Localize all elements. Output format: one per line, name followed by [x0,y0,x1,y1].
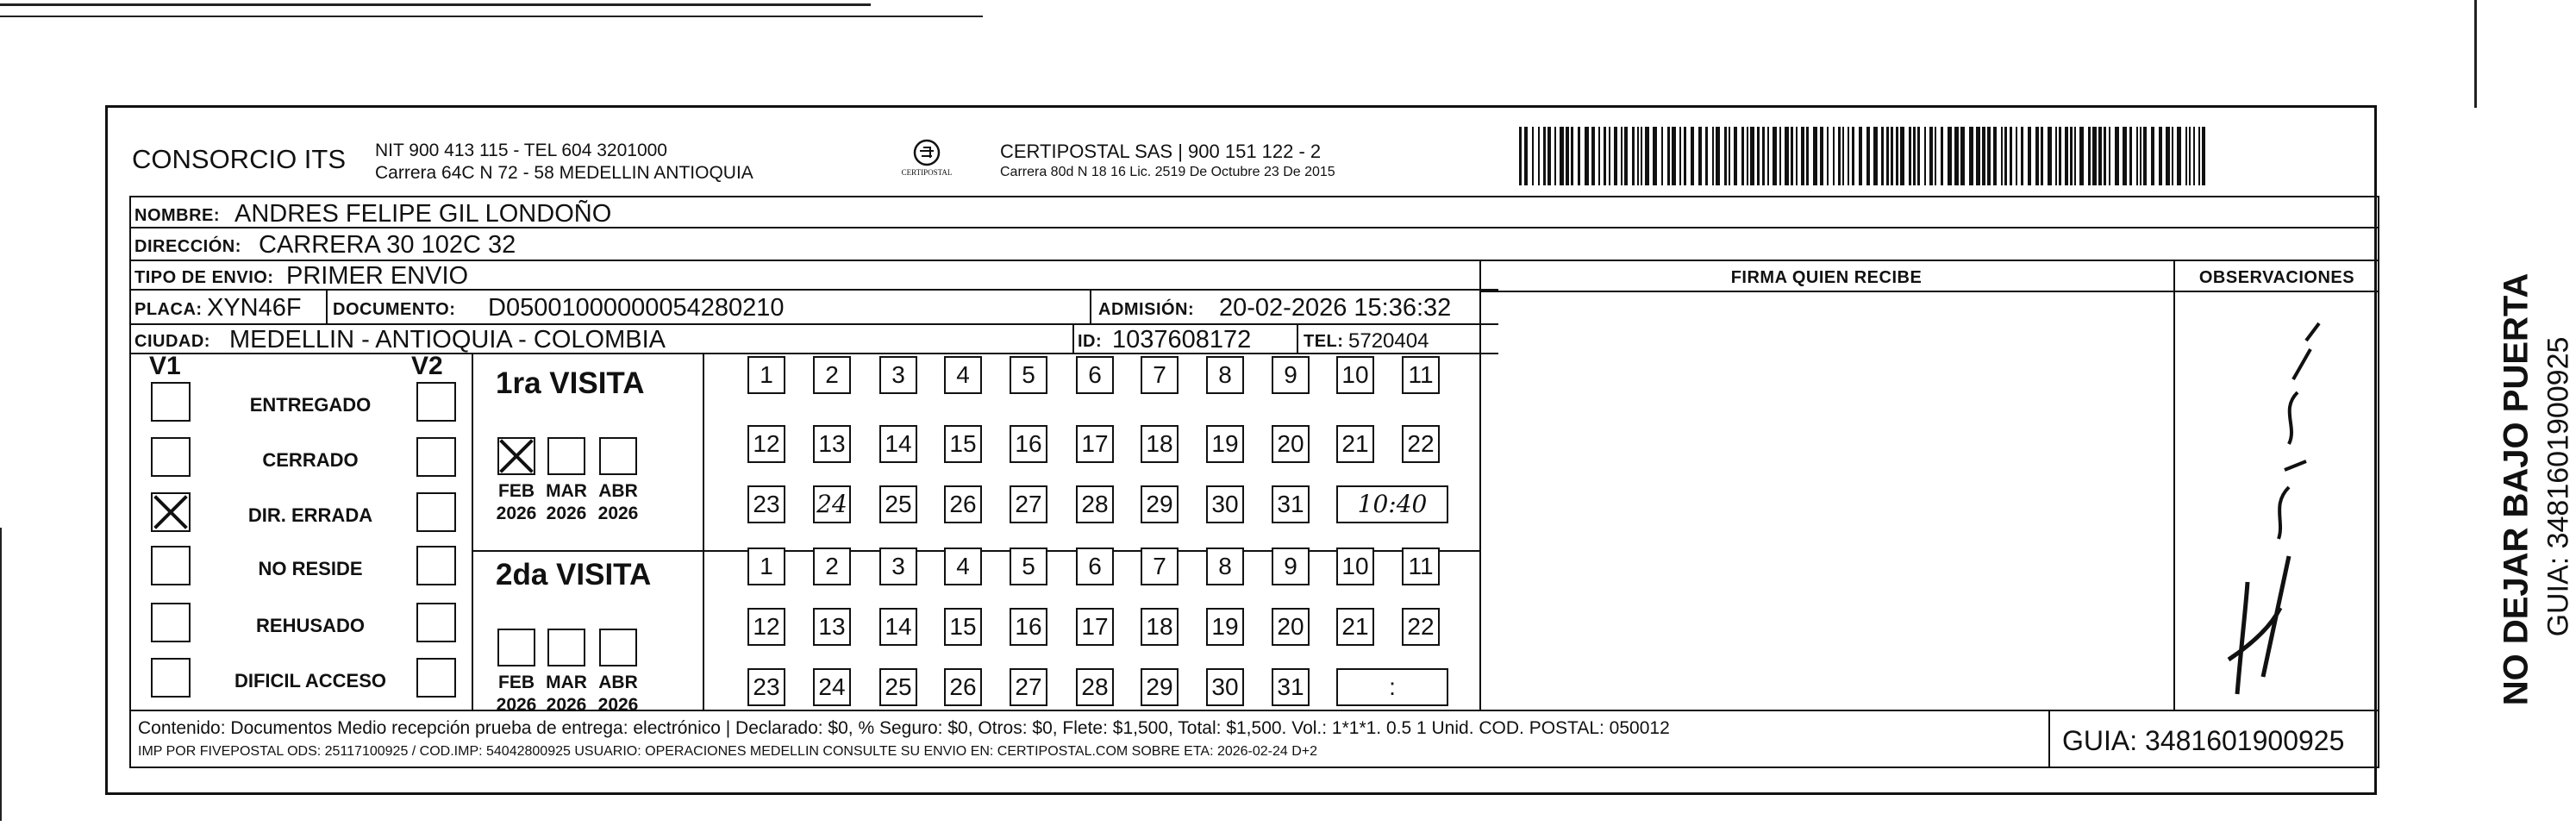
barcode-bar [1900,127,1904,185]
barcode-bar [2021,127,2023,185]
nombre-label: NOMBRE: [134,206,221,225]
barcode-bar [1632,127,1635,185]
direccion-label: DIRECCIÓN: [134,237,241,256]
first-visit-day-26[interactable]: 26 [944,485,982,523]
v1-checkbox-2[interactable] [151,492,191,532]
barcode-bar [1886,127,1889,185]
second-visit-day-19[interactable]: 19 [1206,608,1244,646]
barcode-bar [1960,127,1965,185]
barcode-bar [2129,127,2132,185]
barcode-bar [1767,127,1769,185]
v2-checkbox-2[interactable] [416,492,456,532]
direccion-value: CARRERA 30 102C 32 [259,231,516,259]
first-visit-day-6[interactable]: 6 [1076,356,1114,394]
v2-label: V2 [411,352,443,380]
barcode-bar [2159,127,2162,185]
first-visit-month-label-0 [491,480,542,525]
barcode-bar [1653,127,1657,185]
status-label-0: ENTREGADO [249,394,372,416]
v2-checkbox-4[interactable] [416,603,456,642]
v1-checkbox-1[interactable] [151,437,191,477]
footer [129,710,2379,768]
first-visit-day-1[interactable]: 1 [747,356,785,394]
v1-checkbox-4[interactable] [151,603,191,642]
row-tipo [129,261,1498,291]
barcode-bar [2189,127,2191,185]
tipo-value: PRIMER ENVIO [286,262,469,290]
month-name: MAR [546,481,587,501]
barcode-bar [2140,127,2141,185]
id-label: ID: [1078,332,1103,351]
second-visit-day-2[interactable]: 2 [813,548,851,585]
barcode-bar [1641,127,1642,185]
form-header [108,108,2374,194]
barcode-bar [1747,127,1748,185]
second-visit-day-16[interactable]: 16 [1010,608,1047,646]
second-visit-day-10[interactable]: 10 [1336,548,1374,585]
company-name: CONSORCIO ITS [132,144,347,174]
month-year: 2026 [496,695,537,715]
first-visit-day-30[interactable]: 30 [1206,485,1244,523]
v2-checkbox-1[interactable] [416,437,456,477]
barcode-bar [1779,127,1781,185]
barcode-bar [1982,127,1985,185]
first-visit-day-17[interactable]: 17 [1076,425,1114,463]
barcode-bar [1848,127,1849,185]
scan-line [0,16,983,17]
barcode-bar [1976,127,1980,185]
placa-value: XYN46F [207,294,302,322]
first-visit-day-12[interactable]: 12 [747,425,785,463]
barcode-bar [1538,127,1540,185]
firma-label: FIRMA QUIEN RECIBE [1730,268,1923,287]
second-visit-day-13[interactable]: 13 [813,608,851,646]
ciudad-value: MEDELLIN - ANTIOQUIA - COLOMBIA [229,326,666,354]
admision-value: 20-02-2026 15:36:32 [1219,294,1452,322]
row-direccion [129,228,2379,261]
obs-label: OBSERVACIONES [2198,268,2355,287]
first-visit-day-19[interactable]: 19 [1206,425,1244,463]
month-name: FEB [498,673,535,692]
v2-checkbox-3[interactable] [416,546,456,585]
barcode-bar [1698,127,1702,185]
first-visit-day-14[interactable]: 14 [879,425,917,463]
barcode-bar [1924,127,1926,185]
barcode-bar [1624,127,1628,185]
footer-line1: Contenido: Documentos Medio recepción prueba de entrega: electrónico | Declarado: $0, % Seguro: $0, Otros: $0, Flete: $1,500, Total: $1,500. Vol.: 1*1*1. 0.5 1 Unid. COD. POSTAL: 050012 [138,718,1670,738]
barcode-bar [1560,127,1564,185]
second-visit-day-7[interactable]: 7 [1141,548,1179,585]
barcode-bar [1724,127,1727,185]
status-label-4: REHUSADO [256,615,365,636]
barcode-bar [1750,127,1754,185]
second-visit-day-26[interactable]: 26 [944,668,982,706]
first-visit-day-16[interactable]: 16 [1010,425,1047,463]
barcode-bar [2074,127,2076,185]
barcode-bar [1801,127,1804,185]
barcode-bar [2004,127,2007,185]
first-visit-day-2[interactable]: 2 [813,356,851,394]
side-guia: GUIA: 3481601900925 [2542,336,2575,637]
barcode-bar [1585,127,1589,185]
second-visit-month-checkbox-2[interactable] [599,629,637,666]
second-visit-day-17[interactable]: 17 [1076,608,1114,646]
barcode-bar [2079,127,2084,185]
status-left-border [129,354,131,710]
first-visit-day-3[interactable]: 3 [879,356,917,394]
barcode-bar [2092,127,2097,185]
barcode-bar [1873,127,1878,185]
first-visit-day-29[interactable]: 29 [1141,485,1179,523]
status-divider [472,354,473,710]
second-visit-day-23[interactable]: 23 [747,668,785,706]
barcode-bar [1987,127,1991,185]
barcode-bar [1547,127,1551,185]
first-visit-month-label-2 [592,480,644,525]
footer-guia: GUIA: 3481601900925 [2062,725,2345,756]
first-visit-day-25[interactable]: 25 [879,485,917,523]
month-year: 2026 [546,504,587,523]
status-label-2: DIR. ERRADA [247,504,373,526]
month-name: ABR [598,673,638,692]
divider [1090,291,1091,323]
first-visit-day-28[interactable]: 28 [1076,485,1114,523]
first-visit-day-5[interactable]: 5 [1010,356,1047,394]
barcode-bar [1866,127,1870,185]
barcode-bar [1621,127,1623,185]
barcode-bar [1524,127,1528,185]
second-visit-day-29[interactable]: 29 [1141,668,1179,706]
barcode-bar [1684,127,1686,185]
month-year: 2026 [597,695,639,715]
second-visit-month-checkbox-1[interactable] [547,629,585,666]
barcode-bar [1571,127,1573,185]
barcode-bar [2055,127,2057,185]
barcode-bar [1729,127,1730,185]
v1-label: V1 [149,352,181,380]
barcode-bar [1672,127,1676,185]
first-visit-day-9[interactable]: 9 [1272,356,1310,394]
second-visit-day-9[interactable]: 9 [1272,548,1310,585]
first-visit-month-label-1 [541,480,592,525]
first-visit-day-24[interactable]: 24 [813,485,851,523]
first-visit-month-checkbox-0[interactable] [497,437,535,475]
month-name: MAR [546,673,587,692]
barcode-bar [2010,127,2012,185]
company-address: Carrera 64C N 72 - 58 MEDELLIN ANTIOQUIA [375,163,753,183]
divider [2048,711,2050,768]
barcode-bar [1827,127,1829,185]
second-visit-time-box[interactable]: : [1336,668,1448,706]
barcode-bar [1667,127,1670,185]
v1-checkbox-0[interactable] [151,382,191,422]
barcode-bar [2059,127,2061,185]
first-visit-day-27[interactable]: 27 [1010,485,1047,523]
tipo-label: TIPO DE ENVIO: [134,268,274,287]
second-visit-day-30[interactable]: 30 [1206,668,1244,706]
barcode-bar [1716,127,1720,185]
barcode-bar [1554,127,1556,185]
barcode-bar [2028,127,2031,185]
second-visit-day-1[interactable]: 1 [747,548,785,585]
barcode-bar [1519,127,1522,185]
second-visit-day-27[interactable]: 27 [1010,668,1047,706]
barcode-bar [1842,127,1844,185]
barcode-bar [1917,127,1920,185]
barcode-bar [1712,127,1714,185]
first-visit-day-18[interactable]: 18 [1141,425,1179,463]
month-year: 2026 [597,504,639,523]
barcode-bar [2088,127,2091,185]
documento-value: D05001000000054280210 [488,294,785,322]
barcode-bar [1566,127,1569,185]
admision-label: ADMISIÓN: [1098,300,1195,319]
barcode-bar [1891,127,1893,185]
row-ciudad [129,325,1498,354]
second-visit-day-5[interactable]: 5 [1010,548,1047,585]
first-visit-month-checkbox-1[interactable] [547,437,585,475]
barcode-bar [1705,127,1708,185]
barcode-bar [1948,127,1952,185]
ciudad-label: CIUDAD: [134,332,210,351]
barcode-bar [1833,127,1835,185]
barcode-bar [1896,127,1898,185]
second-visit-day-28[interactable]: 28 [1076,668,1114,706]
barcode-bar [1909,127,1911,185]
barcode-bar [2001,127,2003,185]
barcode-bar [2202,127,2205,185]
v2-checkbox-5[interactable] [416,658,456,698]
barcode-bar [1637,127,1639,185]
first-visit-day-13[interactable]: 13 [813,425,851,463]
barcode-bar [1679,127,1681,185]
barcode-bar [2070,127,2073,185]
barcode-bar [1796,127,1798,185]
status-label-3: NO RESIDE [258,558,363,579]
barcode-bar [2177,127,2181,185]
barcode-bar [1773,127,1777,185]
tel-label: TEL: [1304,332,1344,351]
documento-label: DOCUMENTO: [333,300,456,319]
first-visit-time-box[interactable]: 10:40 [1336,485,1448,523]
first-visit-day-8[interactable]: 8 [1206,356,1244,394]
barcode-bar [2098,127,2102,185]
nombre-value: ANDRES FELIPE GIL LONDOÑO [234,200,612,228]
barcode-bar [2016,127,2017,185]
first-visit-title: 1ra VISITA [496,366,645,400]
barcode-bar [2166,127,2170,185]
barcode-bar [2109,127,2110,185]
first-visit-day-20[interactable]: 20 [1272,425,1310,463]
second-visit-day-4[interactable]: 4 [944,548,982,585]
first-visit-day-31[interactable]: 31 [1272,485,1310,523]
divider [326,291,328,323]
barcode-bar [1820,127,1823,185]
second-visit-day-15[interactable]: 15 [944,608,982,646]
barcode-bar [2193,127,2195,185]
barcode-bar [2115,127,2119,185]
partner-name: CERTIPOSTAL SAS | 900 151 122 - 2 [1000,141,1322,162]
barcode-bar [1614,127,1617,185]
barcode-bar [1935,127,1936,185]
barcode-bar [2104,127,2106,185]
barcode-bar [1598,127,1600,185]
second-visit-month-checkbox-0[interactable] [497,629,535,666]
v1-checkbox-5[interactable] [151,658,191,698]
second-visit-day-6[interactable]: 6 [1076,548,1114,585]
barcode-bar [1813,127,1817,185]
second-visit-day-14[interactable]: 14 [879,608,917,646]
barcode-bar [1591,127,1595,185]
barcode-bar [1661,127,1663,185]
barcode-bar [1806,127,1809,185]
month-year: 2026 [496,504,537,523]
second-visit-day-21[interactable]: 21 [1336,608,1374,646]
scan-line [0,3,871,6]
scan-line [2474,0,2477,108]
company-nit: NIT 900 413 115 - TEL 604 3201000 [375,141,667,160]
v1-checkbox-3[interactable] [151,546,191,585]
first-visit-day-15[interactable]: 15 [944,425,982,463]
barcode-bar [1838,127,1841,185]
second-visit-day-18[interactable]: 18 [1141,608,1179,646]
barcode-bar [1881,127,1884,185]
first-visit-day-4[interactable]: 4 [944,356,982,394]
second-visit-day-20[interactable]: 20 [1272,608,1310,646]
barcode-bar [1929,127,1933,185]
partner-address: Carrera 80d N 18 16 Lic. 2519 De Octubre 23 De 2015 [1000,165,1335,179]
barcode-bar [2035,127,2039,185]
second-visit-day-3[interactable]: 3 [879,548,917,585]
status-label-5: DIFICIL ACCESO [234,670,386,691]
logo-text: CERTIPOSTAL [901,168,953,177]
first-visit-day-23[interactable]: 23 [747,485,785,523]
second-visit-day-8[interactable]: 8 [1206,548,1244,585]
first-visit-day-21[interactable]: 21 [1336,425,1374,463]
barcode-bar [1741,127,1744,185]
barcode-bar [2041,127,2043,185]
month-name: FEB [498,481,535,501]
barcode-bar [1941,127,1943,185]
status-label-1: CERRADO [262,449,359,471]
right-border [2378,261,2379,710]
barcode-bar [1913,127,1916,185]
barcode-bar [1609,127,1610,185]
month-year: 2026 [546,695,587,715]
barcode-bar [1532,127,1534,185]
second-visit-day-12[interactable]: 12 [747,608,785,646]
barcode-bar [2172,127,2173,185]
first-visit-day-7[interactable]: 7 [1141,356,1179,394]
id-value: 1037608172 [1112,326,1252,354]
barcode-bar [2185,127,2187,185]
divider [1297,325,1298,353]
obs-divider [2173,261,2175,710]
second-visit-day-22[interactable]: 22 [1402,608,1440,646]
second-visit-day-24[interactable]: 24 [813,668,851,706]
visit-divider [703,354,704,710]
barcode-bar [1762,127,1765,185]
side-no-dejar: NO DEJAR BAJO PUERTA [2497,272,2535,706]
tel-value: 5720404 [1348,329,1429,353]
barcode-bar [2143,127,2147,185]
barcode [1519,127,2209,185]
firma-divider [1479,261,1481,710]
second-visit-title: 2da VISITA [496,558,652,591]
barcode-bar [1543,127,1546,185]
barcode-bar [1969,127,1973,185]
barcode-bar [1757,127,1760,185]
footer-line2: IMP POR FIVEPOSTAL ODS: 25117100925 / COD.IMP: 54042800925 USUARIO: OPERACIONES MEDELLIN CONSULTE SU ENVIO EN: CERTIPOSTAL.COM SOBRE ETA: 2026-02-24 D+2 [138,744,1318,759]
barcode-bar [1645,127,1649,185]
barcode-bar [2065,127,2068,185]
barcode-bar [1859,127,1862,185]
barcode-bar [2123,127,2127,185]
second-visit-day-31[interactable]: 31 [1272,668,1310,706]
v2-checkbox-0[interactable] [416,382,456,422]
obs-handwriting [2203,297,2349,703]
first-visit-day-11[interactable]: 11 [1402,356,1440,394]
certipostal-logo [884,134,970,185]
barcode-bar [2136,127,2138,185]
barcode-bar [1691,127,1694,185]
divider [1072,325,1074,353]
barcode-bar [1993,127,1997,185]
barcode-bar [1954,127,1959,185]
barcode-bar [1791,127,1793,185]
placa-label: PLACA: [134,300,203,319]
barcode-bar [1578,127,1580,185]
barcode-bar [2048,127,2052,185]
row-placa [129,291,1498,325]
second-visit-day-25[interactable]: 25 [879,668,917,706]
barcode-bar [1604,127,1606,185]
row-nombre [129,196,2379,228]
month-name: ABR [598,481,638,501]
first-visit-month-checkbox-2[interactable] [599,437,637,475]
barcode-bar [1785,127,1789,185]
shipping-form [105,105,2575,795]
second-visit-day-11[interactable]: 11 [1402,548,1440,585]
barcode-bar [2151,127,2154,185]
barcode-bar [2198,127,2200,185]
first-visit-day-22[interactable]: 22 [1402,425,1440,463]
barcode-bar [1734,127,1737,185]
scan-line [0,528,2,821]
first-visit-day-10[interactable]: 10 [1336,356,1374,394]
barcode-bar [1852,127,1854,185]
